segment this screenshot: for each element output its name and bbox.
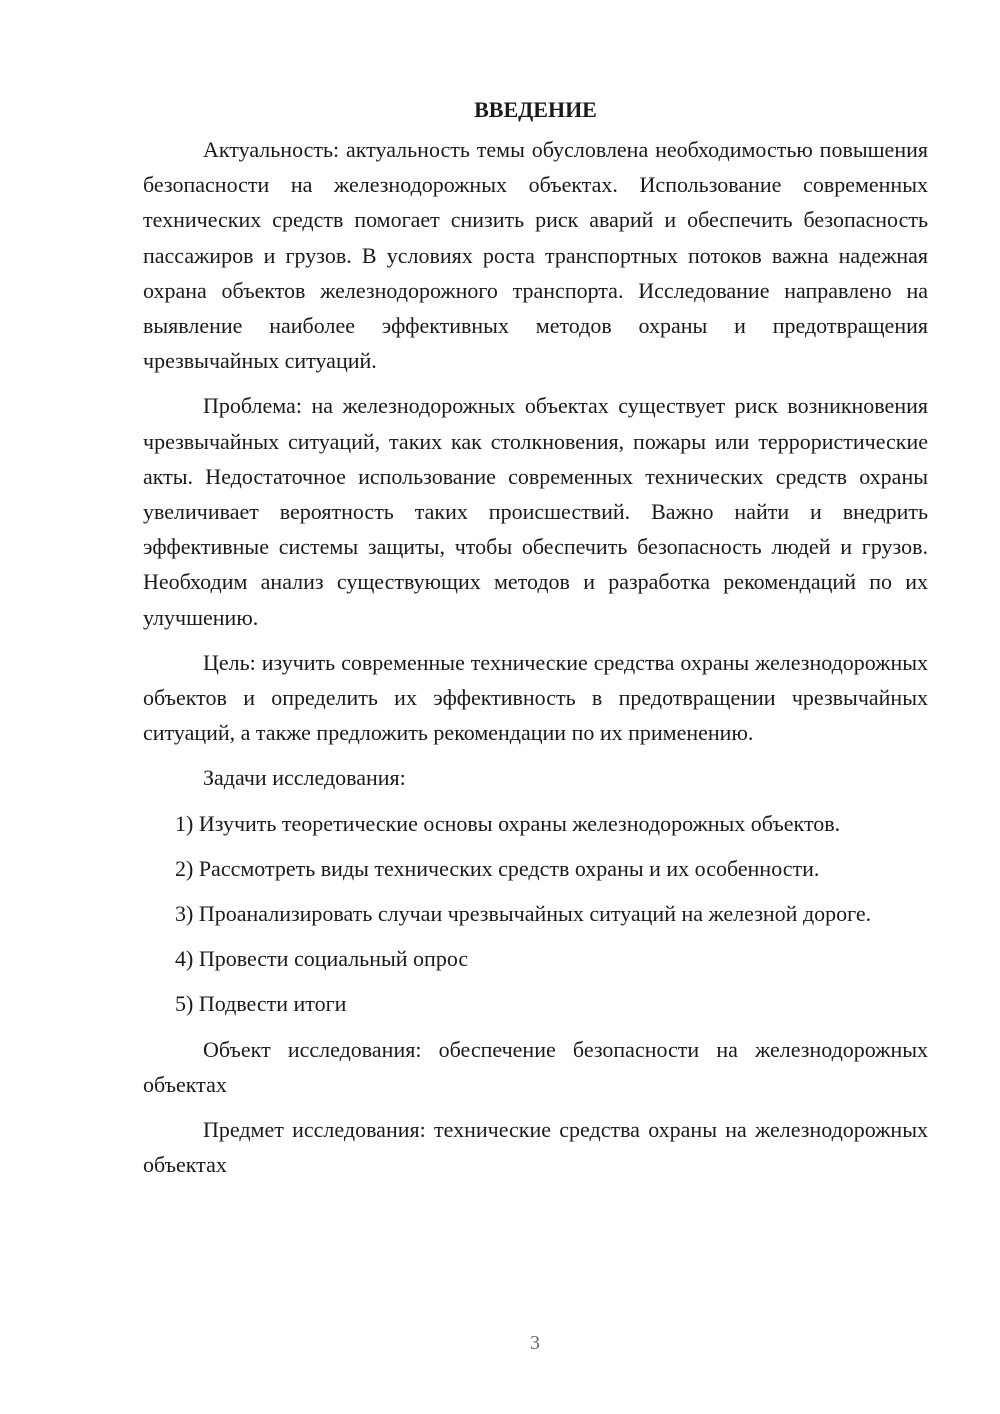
tasks-heading: Задачи исследования: (203, 765, 406, 791)
problem-paragraph: Проблема: на железнодорожных объектах существует риск возникновения чрезвычайных ситуаций, таких как столкновения, пожары или террористические акты. Недостаточное использование современных технических средств охраны увеличивает вероятность таких происшествий. Важно найти и внедрить эффективные системы защиты, чтобы обеспечить безопасность людей и грузов. Необходим анализ существующих методов и разработка рекомендаций по их улучшению. (143, 393, 928, 630)
goal-paragraph: Цель: изучить современные технические средства охраны железнодорожных объектов и определить их эффективность в предотвращении чрезвычайных ситуаций, а также предложить рекомендации по их применению. (143, 649, 928, 746)
task-item: 5) Подвести итоги (175, 991, 347, 1017)
task-item: 1) Изучить теоретические основы охраны железнодорожных объектов. (175, 810, 841, 836)
document-page (143, 92, 928, 1192)
page-title: ВВЕДЕНИЕ (474, 97, 597, 122)
object-paragraph: Объект исследования: обеспечение безопасности на железнодорожных объектах (143, 1036, 928, 1097)
task-item: 2) Рассмотреть виды технических средств охраны и их особенности. (175, 855, 820, 881)
page-number: 3 (530, 1332, 540, 1354)
task-item: 4) Провести социальный опрос (175, 946, 469, 972)
relevance-paragraph: Актуальность: актуальность темы обусловлена необходимостью повышения безопасности на железнодорожных объектах. Использование современных технических средств помогает снизить риск аварий и обеспечить безопасность пассажиров и грузов. В условиях роста транспортных потоков важна надежная охрана объектов железнодорожного транспорта. Исследование направлено на выявление наиболее эффективных методов охраны и предотвращения чрезвычайных ситуаций. (143, 137, 928, 374)
subject-paragraph: Предмет исследования: технические средства охраны на железнодорожных объектах (143, 1117, 928, 1178)
task-item: 3) Проанализировать случаи чрезвычайных ситуаций на железной дороге. (175, 901, 872, 927)
